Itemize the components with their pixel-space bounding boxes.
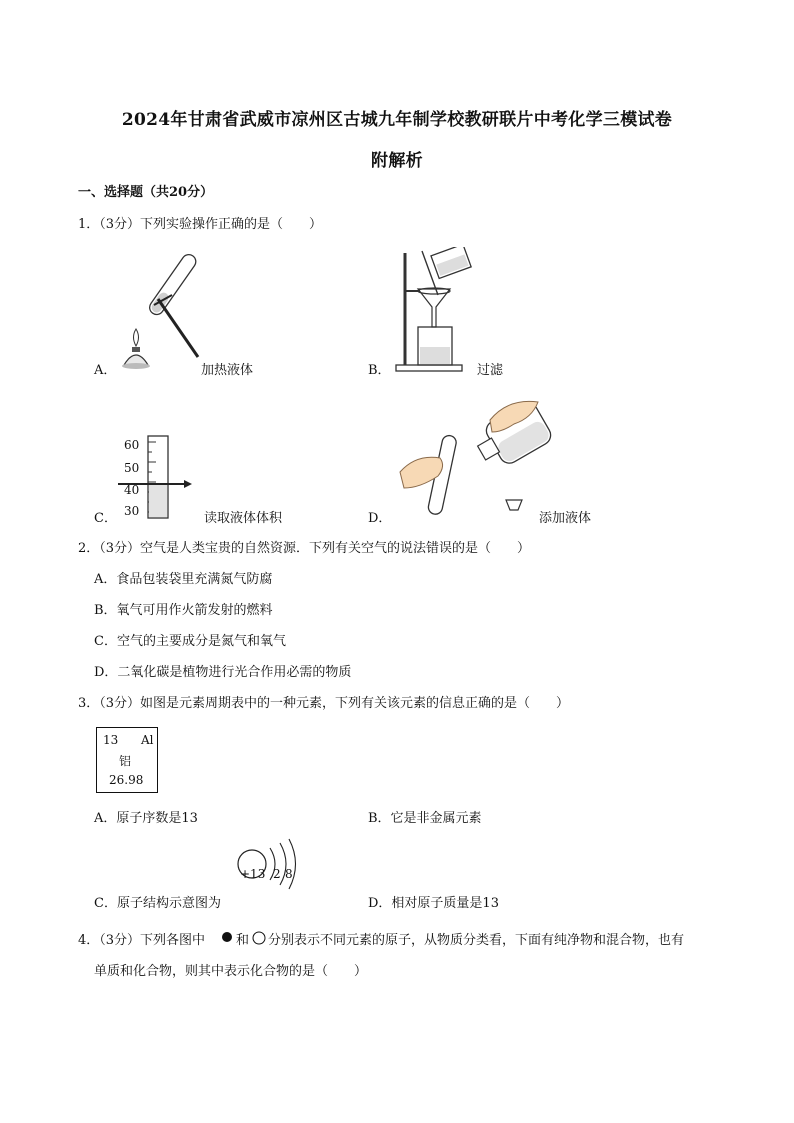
cylinder-tick-60: 60 — [124, 438, 140, 452]
exam-title-line1: 2024年甘肃省武威市凉州区古城九年制学校教研联片中考化学三模试卷 — [121, 110, 673, 130]
q4-stem-line2: 单质和化合物，则其中表示化合物的是（ ） — [94, 964, 368, 979]
atom-nucleus-charge: +13 — [240, 867, 266, 881]
section-heading: 一、选择题（共20分） — [78, 185, 214, 200]
cylinder-tick-30: 30 — [124, 504, 140, 518]
q4-stem-part1: 4．（3分）下列各图中 — [78, 933, 206, 948]
cylinder-tick-50: 50 — [124, 461, 140, 475]
element-atomic-mass: 26.98 — [109, 773, 144, 787]
heating-liquid-figure — [116, 247, 206, 377]
q2-option-d: D．二氧化碳是植物进行光合作用必需的物质 — [94, 665, 352, 680]
q2-option-c: C．空气的主要成分是氮气和氧气 — [94, 634, 286, 649]
exam-title-line2: 附解析 — [371, 151, 423, 171]
q1-option-b-letter: B． — [368, 363, 391, 378]
white-atom-icon — [252, 931, 266, 945]
element-symbol: Al — [141, 733, 154, 747]
filtration-figure — [394, 247, 484, 377]
q1-option-d-letter: D． — [368, 511, 392, 526]
q2-option-b: B．氧气可用作火箭发射的燃料 — [94, 603, 273, 618]
q1-option-b-caption: 过滤 — [477, 363, 504, 378]
atom-structure-diagram — [236, 838, 302, 890]
q1-stem: 1．（3分）下列实验操作正确的是（ ） — [78, 217, 323, 232]
black-atom-icon — [221, 931, 233, 943]
q3-option-c: C．原子结构示意图为 — [94, 896, 221, 911]
q3-option-a: A．原子序数是13 — [94, 811, 198, 826]
adding-liquid-figure — [398, 392, 558, 522]
q2-stem: 2．（3分）空气是人类宝贵的自然资源．下列有关空气的说法错误的是（ ） — [78, 541, 531, 556]
q1-option-c-letter: C． — [94, 511, 117, 526]
element-name: 铝 — [119, 754, 132, 768]
cylinder-tick-40: 40 — [124, 483, 140, 497]
atom-shell-2: 8 — [285, 867, 293, 881]
q2-option-a: A．食品包装袋里充满氮气防腐 — [94, 572, 273, 587]
element-atomic-number: 13 — [103, 733, 119, 747]
periodic-table-cell — [96, 727, 158, 793]
q3-option-b: B．它是非金属元素 — [368, 811, 482, 826]
q4-stem-part2: 分别表示不同元素的原子，从物质分类看，下面有纯净物和混合物，也有 — [268, 933, 685, 948]
q1-option-c-caption: 读取液体体积 — [204, 511, 283, 526]
q4-stem-and: 和 — [236, 933, 250, 948]
q3-stem: 3．（3分）如图是元素周期表中的一种元素，下列有关该元素的信息正确的是（ ） — [78, 696, 570, 711]
q1-option-a-letter: A． — [94, 363, 117, 378]
q3-option-d: D．相对原子质量是13 — [368, 896, 499, 911]
atom-shell-1: 2 — [273, 867, 281, 881]
q1-option-d-caption: 添加液体 — [539, 511, 592, 526]
q1-option-a-caption: 加热液体 — [201, 363, 254, 378]
